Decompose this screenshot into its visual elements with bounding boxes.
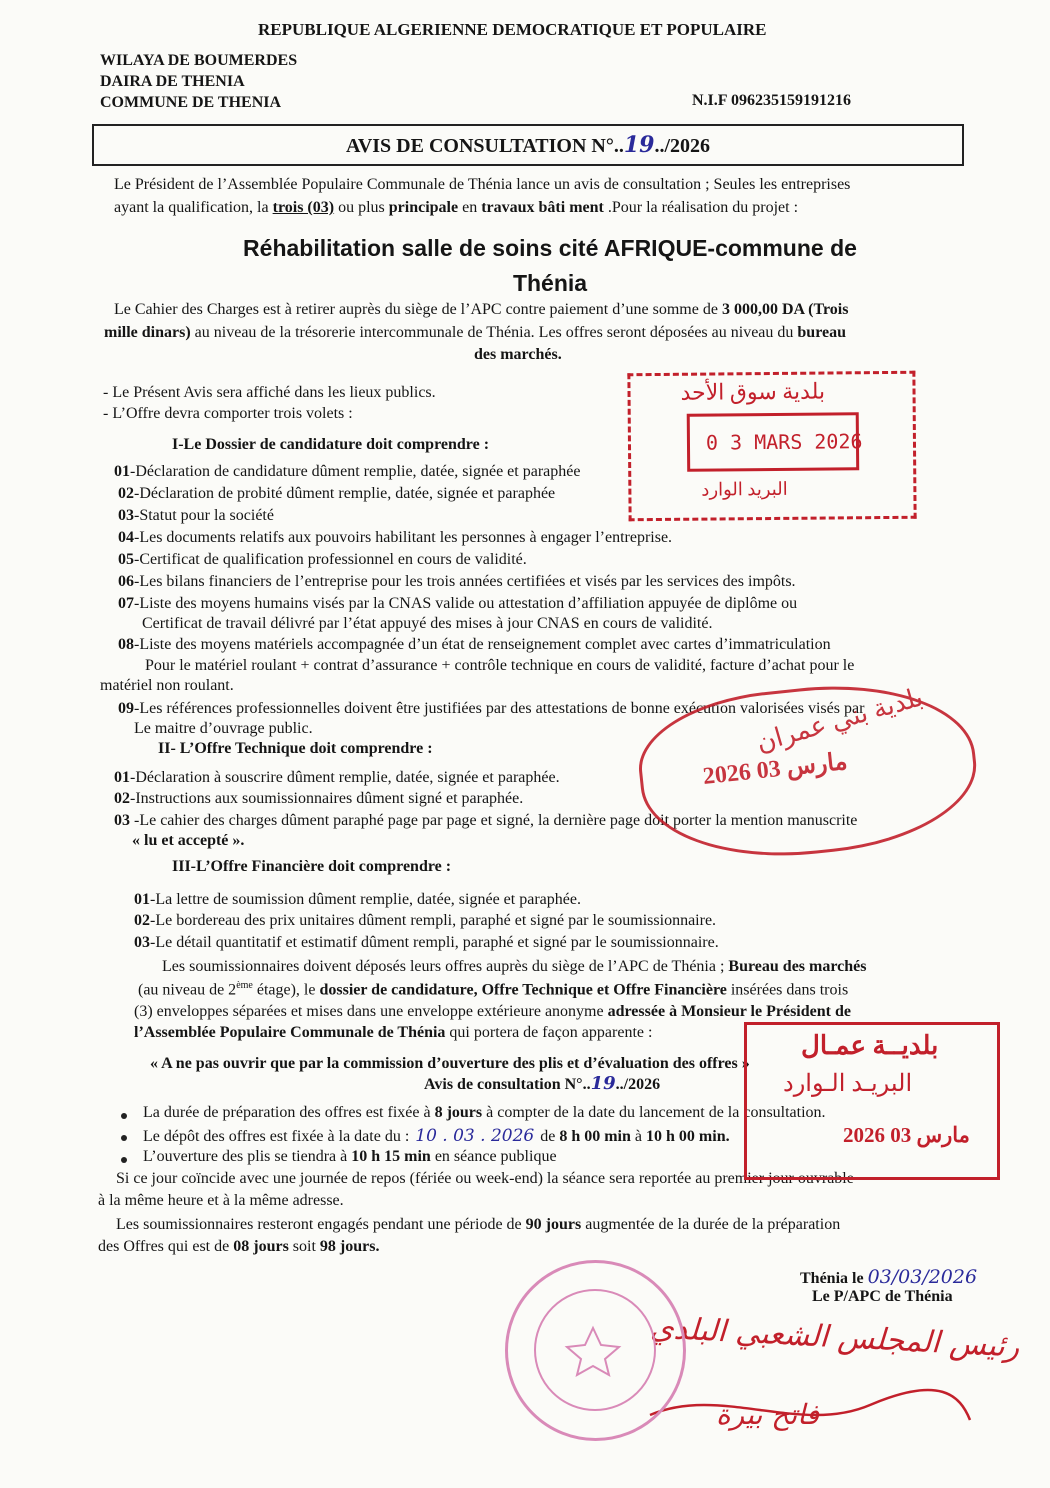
signature-title-arabic: رئيس المجلس الشعبي البلدي (649, 1310, 1021, 1365)
envelope-mention: « A ne pas ouvrir que par la commission d’ouverture des plis et d’évaluation des offres » (150, 1055, 750, 1072)
list-item: 04-Les documents relatifs aux pouvoirs habilitant les personnes à engager l’entreprise. (118, 529, 673, 546)
official-seal-icon (505, 1260, 686, 1441)
note-affiche: - Le Présent Avis sera affiché dans les lieux publics. (103, 384, 436, 401)
closing-line-1: Si ce jour coïncide avec une journée de repos (fériée ou week-end) la séance sera reportée au premier jour ouvrable (116, 1170, 854, 1187)
list-item: 02-Instructions aux soumissionnaires dûment signé et paraphée. (114, 790, 524, 807)
list-item-continuation: Pour le matériel roulant + contrat d’assurance + contrôle technique en cours de validité, facture d’achat pour le (145, 657, 855, 674)
reception-stamp-2: بلدية بني عمران 2026 مارس 03 (632, 671, 984, 871)
list-item-continuation: matériel non roulant. (100, 677, 234, 694)
bullet-preparation: La durée de préparation des offres est fixée à 8 jours à compter de la date du lancement de la consultation. (143, 1104, 826, 1121)
bullet-icon (121, 1157, 127, 1163)
list-item-continuation: Le maitre d’ouvrage public. (134, 720, 313, 737)
list-item: 02-Déclaration de probité dûment remplie, datée, signée et paraphée (118, 485, 556, 502)
bullet-depot: Le dépôt des offres est fixée à la date du : 10 . 03 . 2026 de 8 h 00 min à 10 h 00 min. (143, 1126, 730, 1146)
stamp-date: 0 3 MARS 2026 (705, 429, 863, 455)
page-title: AVIS DE CONSULTATION N°..19../2026 (345, 132, 711, 158)
list-item: 02-Le bordereau des prix unitaires dûment rempli, paraphé et signé par le soumissionnaire. (134, 912, 717, 929)
list-item: 01-Déclaration à souscrire dûment remplie, datée, signée et paraphée. (114, 769, 560, 786)
list-item: 01-Déclaration de candidature dûment remplie, datée, signée et paraphée (114, 463, 581, 480)
note-volets: - L’Offre devra comporter trois volets : (103, 405, 353, 422)
deposit-line-1: Les soumissionnaires doivent déposés leurs offres auprès du siège de l’APC de Thénia ; Bureau des marchés (162, 958, 867, 975)
nif-label: N.I.F 096235159191216 (692, 92, 851, 109)
handwritten-deposit-date: 10 . 03 . 2026 (415, 1126, 535, 1146)
seal-emblem-icon (563, 1323, 623, 1378)
handwritten-sign-date: 03/03/2026 (867, 1266, 978, 1288)
stamp-date: 2026 مارس 03 (701, 748, 849, 790)
signoff-signer: Le P/APC de Thénia (812, 1288, 953, 1305)
signature-flourish-icon (640, 1375, 980, 1445)
section-2-heading: II- L’Offre Technique doit comprendre : (158, 740, 433, 757)
section-3-heading: III-L’Offre Financière doit comprendre : (172, 858, 452, 875)
list-item: 06-Les bilans financiers de l’entreprise pour les trois années certifiées et visés par les services des impôts. (118, 573, 796, 590)
bullet-icon (121, 1113, 127, 1119)
project-title-line-1: Réhabilitation salle de soins cité AFRIQUE-commune de (243, 235, 857, 261)
list-item: 03 -Le cahier des charges dûment paraphé page par page et signé, la dernière page doit porter la mention manuscrite (114, 812, 858, 829)
deposit-line-4: l’Assemblée Populaire Communale de Thénia qui portera de façon apparente : (134, 1024, 653, 1041)
title-box (92, 124, 964, 166)
closing-line-3: Les soumissionnaires resteront engagés pendant une période de 90 jours augmentée de la durée de la préparation (116, 1216, 841, 1233)
consultation-number: 19 (623, 132, 655, 158)
list-item: 01-La lettre de soumission dûment remplie, datée, signée et paraphée. (134, 891, 581, 908)
intro-line-2: ayant la qualification, la trois (03) ou plus principale en travaux bâti ment .Pour la réalisation du projet : (114, 199, 799, 216)
list-item: 03-Statut pour la société (118, 507, 274, 524)
list-item: 03-Le détail quantitatif et estimatif dûment rempli, paraphé et signé par le soumissionnaire. (134, 934, 719, 951)
bullet-ouverture: L’ouverture des plis se tiendra à 10 h 15 min en séance publique (143, 1148, 557, 1165)
stamp-date-box (687, 412, 863, 471)
daira-label: DAIRA DE THENIA (100, 73, 245, 90)
envelope-consultation-number: Avis de consultation N°..19../2026 (424, 1073, 661, 1094)
cahier-line-2: mille dinars) au niveau de la trésorerie intercommunale de Thénia. Les offres seront déposées au niveau du bureau (104, 324, 847, 341)
stamp-date: 2026 مارس 03 (843, 1123, 970, 1147)
signoff-place-date: Thénia le 03/03/2026 (800, 1266, 978, 1288)
cahier-line-3: des marchés. (474, 346, 562, 363)
bullet-icon (121, 1135, 127, 1141)
reception-stamp-3: بلديــة عمـال البريـد الـوارد 2026 مارس 03 (744, 1022, 1000, 1180)
republic-heading: REPUBLIQUE ALGERIENNE DEMOCRATIQUE ET POPULAIRE (258, 20, 767, 39)
project-title-line-2: Thénia (512, 270, 588, 296)
list-item: 08-Liste des moyens matériels accompagnée d’un état de renseignement complet avec cartes d’immatriculation (118, 636, 831, 653)
list-item: 05-Certificat de qualification professionnel en cours de validité. (118, 551, 527, 568)
intro-line-1: Le Président de l’Assemblée Populaire Communale de Thénia lance un avis de consultation ; Seules les entreprises (114, 176, 851, 193)
closing-line-4: des Offres qui est de 08 jours soit 98 jours. (98, 1238, 380, 1255)
deposit-line-3: (3) enveloppes séparées et mises dans une enveloppe extérieure anonyme adressée à Monsieur le Président de (134, 1003, 851, 1020)
list-item-continuation: Certificat de travail délivré par l’état appuyé des mises à jour CNAS en cours de validité. (142, 615, 713, 632)
list-item: 09-Les références professionnelles doivent être justifiées par des attestations de bonne exécution valorisées visés par (118, 700, 865, 717)
reception-stamp-1: بلدية سوق الأحد 0 3 MARS 2026 البريد الوارد (627, 371, 916, 522)
list-item-continuation: « lu et accepté ». (132, 832, 245, 849)
section-1-heading: I-Le Dossier de candidature doit comprendre : (172, 436, 490, 453)
commune-label: COMMUNE DE THENIA (100, 94, 282, 111)
wilaya-label: WILAYA DE BOUMERDES (100, 52, 298, 69)
cahier-line-1: Le Cahier des Charges est à retirer auprès du siège de l’APC contre paiement d’une somme de 3 000,00 DA (Trois (114, 301, 849, 318)
list-item: 07-Liste des moyens humains visés par la CNAS valide ou attestation d’affiliation appuyée de diplôme ou (118, 595, 798, 612)
signature-name-arabic: فاتح بيرة (716, 1398, 820, 1431)
closing-line-2: à la même heure et à la même adresse. (98, 1192, 344, 1209)
deposit-line-2: (au niveau de 2ème étage), le dossier de candidature, Offre Technique et Offre Financière insérées dans trois (138, 980, 849, 999)
